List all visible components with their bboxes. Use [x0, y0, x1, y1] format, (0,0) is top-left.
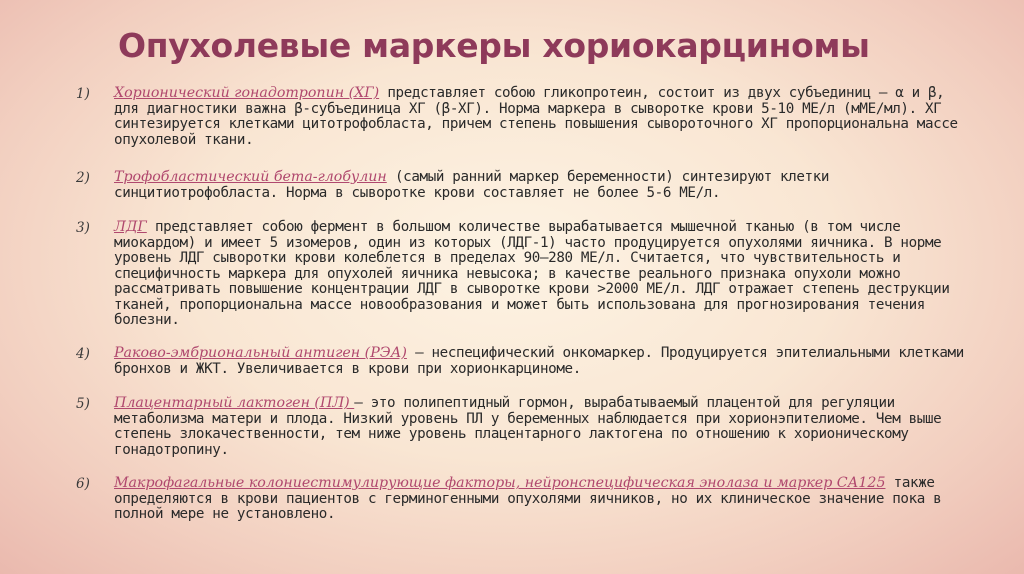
item-number: 6)	[76, 476, 90, 492]
item-number: 2)	[76, 170, 90, 186]
item-text	[114, 86, 964, 148]
item-number: 1)	[76, 86, 90, 102]
item-term: Трофобластический бета-глобулин	[114, 169, 387, 185]
item-number: 4)	[76, 346, 90, 362]
item-description: – неспецифический онкомаркер. Продуцируется эпителиальными клетками бронхов и ЖКТ. Увеличивается в крови при хорионкарциноме.	[114, 345, 964, 377]
item-text	[114, 346, 964, 377]
item-number: 3)	[76, 220, 90, 236]
item-description: – это полипептидный гормон, вырабатываемый плацентой для регуляции метаболизма матери и плода. Низкий уровень ПЛ у беременных наблюдается при хорионэпителиоме. Чем выше степень злокачественности, тем ниже уровень плацентарного лактогена по отношению к хорионическому гонадотропину.	[114, 395, 942, 458]
item-description: также определяются в крови пациентов с герминогенными опухолями яичников, но их клиническое значение пока в полной мере не установлено.	[114, 475, 942, 522]
item-text	[114, 220, 964, 329]
item-term: Хорионический гонадотропин (ХГ)	[114, 85, 380, 101]
item-description: представляет собою фермент в большом количестве вырабатывается мышечной тканью (в том числе миокардом) и имеет 5 изомеров, один из которых (ЛДГ-1) часто продуцируется опухолями яичника. В норме уровень ЛДГ сыворотки крови колеблется в пределах 90–280 МЕ/л. Считается, что чувствительность и специфичность маркера для опухолей яичника невысока; в качестве реального признака опухоли можно рассматривать повышение концентрации ЛДГ в сыворотке крови >2000 МЕ/л. ЛДГ отражает степень деструкции тканей, пропорциональна массе новообразования и может быть использована для прогнозирования течения болезни.	[114, 219, 950, 328]
item-description: (самый ранний маркер беременности) синтезируют клетки синцитиотрофобласта. Норма в сыворотке крови составляет не более 5-6 МЕ/л.	[114, 169, 830, 201]
item-term: Раково-эмбриональный антиген (РЭА)	[114, 345, 407, 361]
item-description: представляет собою гликопротеин, состоит из двух субъединиц – α и β, для диагностики важна β-субъединица ХГ (β-ХГ). Норма маркера в сыворотке крови 5-10 МЕ/л (мМЕ/мл). ХГ синтезируется клетками цитотрофобласта, причем степень повышения сывороточного ХГ пропорциональна массе опухолевой ткани.	[114, 85, 958, 148]
item-term: ЛДГ	[114, 219, 147, 235]
item-text	[114, 476, 964, 523]
item-term: Макрофагальные колониестимулирующие факторы, нейронспецифическая энолаза и маркер СА125	[114, 475, 886, 491]
slide-title: Опухолевые маркеры хориокарциномы	[118, 26, 870, 65]
item-text	[114, 396, 964, 458]
item-term: Плацентарный лактоген (ПЛ)	[114, 395, 355, 411]
item-text	[114, 170, 964, 201]
item-number: 5)	[76, 396, 90, 412]
